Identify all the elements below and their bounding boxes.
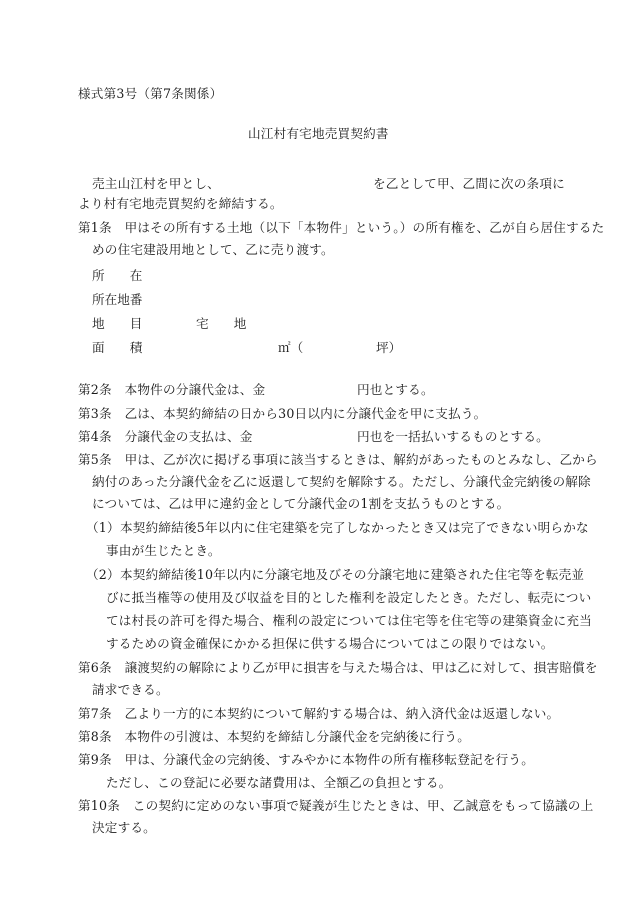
property-lot-label: 所在地番	[92, 292, 143, 307]
article3: 第3条 乙は、本契約締結の日から30日以内に分譲代金を甲に支払う。	[78, 406, 487, 421]
article9-line1: 第9条 甲は、分譲代金の完納後、すみやかに本物件の所有権移転登記を行う。	[78, 752, 534, 767]
article5-line2: 納付のあった分譲代金を乙に返還して契約を解除する。ただし、分譲代金完納後の解除	[92, 474, 591, 489]
article5-line1: 第5条 甲は、乙が次に掲げる事項に該当するときは、解約があったものとみなし、乙から	[78, 452, 598, 467]
article4-before: 第4条 分譲代金の支払は、金	[78, 429, 253, 444]
article9-line2: ただし、この登記に必要な諸費用は、全額乙の負担とする。	[106, 775, 452, 790]
article5-item1-line2: 事由が生じたとき。	[106, 543, 221, 558]
article5-item1-number: （1）	[86, 520, 120, 535]
article2-after: 円也とする。	[357, 382, 434, 397]
article10-line1: 第10条 この契約に定めのない事項で疑義が生じたときは、甲、乙誠意をもって協議の上	[78, 798, 594, 813]
intro-line2: より村有宅地売買契約を締結する。	[78, 196, 283, 211]
property-tsubo-unit: 坪）	[376, 340, 402, 355]
article4-after: 円也を一括払いするものとする。	[357, 429, 549, 444]
property-location-label: 所 在	[92, 268, 143, 283]
article6-line2: 請求できる。	[92, 682, 169, 697]
article7: 第7条 乙より一方的に本契約について解約する場合は、納入済代金は返還しない。	[78, 706, 560, 721]
article1-line1: 第1条 甲はその所有する土地（以下「本物件」という。）の所有権を、乙が自ら居住するた	[78, 220, 605, 235]
property-area-label: 面 積	[92, 340, 143, 355]
article5-item2-line2: びに抵当権等の使用及び収益を目的とした権利を設定したとき。ただし、転売につい	[106, 590, 592, 605]
intro-line1-before: 売主山江村を甲とし、	[92, 176, 220, 191]
intro-line1-after: を乙として甲、乙間に次の条項に	[373, 176, 565, 191]
form-number: 様式第3号（第7条関係）	[78, 86, 223, 101]
article1-line2: めの住宅建設用地として、乙に売り渡す。	[92, 242, 334, 257]
property-category-value: 宅 地	[196, 316, 247, 331]
article5-item2-line4: するための資金確保にかかる担保に供する場合についてはこの限りではない。	[106, 636, 554, 651]
article5-line3: については、乙は甲に違約金として分譲代金の1割を支払うものとする。	[92, 496, 510, 511]
article10-line2: 決定する。	[92, 820, 156, 835]
property-category-label: 地 目	[92, 316, 143, 331]
article6-line1: 第6条 譲渡契約の解除により乙が甲に損害を与えた場合は、甲は乙に対して、損害賠償を	[78, 660, 598, 675]
article5-item2-line3: ては村長の許可を得た場合、権利の設定については住宅等を住宅等の建築資金に充当	[106, 613, 592, 628]
article2-before: 第2条 本物件の分譲代金は、金	[78, 382, 266, 397]
article5-item2-line1: 本契約締結後10年以内に分譲宅地及びその分譲宅地に建築された住宅等を転売並	[120, 567, 585, 582]
article5-item1-line1: 本契約締結後5年以内に住宅建築を完了しなかったとき又は完了できない明らかな	[120, 520, 589, 535]
document-title: 山江村有宅地売買契約書	[248, 126, 389, 141]
article5-item2-number: （2）	[86, 567, 120, 582]
article8: 第8条 本物件の引渡は、本契約を締結し分譲代金を完納後に行う。	[78, 729, 471, 744]
property-area-unit: ㎡（	[278, 340, 304, 355]
